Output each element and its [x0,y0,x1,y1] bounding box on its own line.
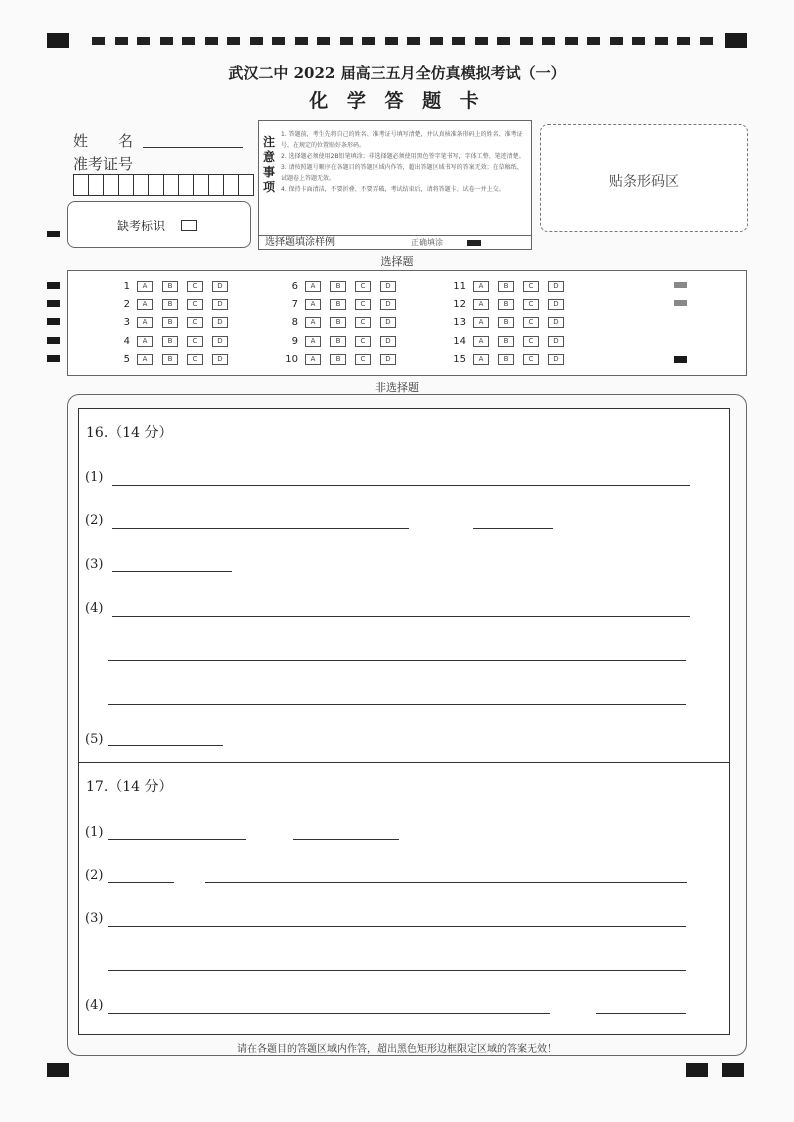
mcq-option-bubble[interactable]: A [305,299,321,310]
q16-part-3: (3) [85,557,104,572]
notice-item: 2. 选择题必须使用2B铅笔填涂；非选择题必须使用黑色签字笔书写，字体工整、笔迹清楚。 [281,153,525,160]
footer-warning: 请在各题目的答题区域内作答，超出黑色矩形边框限定区域的答案无效！ [237,1044,557,1055]
timing-dash [610,37,623,45]
mcq-question-number: 11 [453,281,466,292]
q16-answer-line[interactable] [112,616,690,617]
student-id-cell[interactable] [223,174,239,196]
student-id-cell[interactable] [178,174,194,196]
student-id-cell[interactable] [73,174,89,196]
timing-mark-top-right [725,33,747,48]
q16-answer-line[interactable] [473,528,553,529]
mcq-question-number: 8 [291,317,298,328]
mcq-option-bubble[interactable]: A [473,354,489,365]
timing-mark [47,318,60,325]
mcq-option-bubble[interactable]: B [498,281,514,292]
notice-item: 4. 保持卡面清洁，不要折叠、不要弄破，考试结束后，请将答题卡、试卷一并上交。 [281,186,505,193]
mcq-question-row [280,354,405,365]
corner-mark [674,356,687,363]
timing-mark-bottom-right [722,1063,744,1077]
mcq-option-bubble[interactable]: D [548,354,564,365]
mcq-question-number: 3 [123,317,130,328]
mcq-question-number: 7 [291,299,298,310]
mcq-question-row [448,354,573,365]
mcq-question-number: 5 [123,354,130,365]
timing-dash [407,37,420,45]
card-title: 化 学 答 题 卡 [309,90,485,112]
student-id-grid[interactable] [73,174,253,196]
mcq-option-bubble[interactable]: B [330,281,346,292]
timing-mark [47,355,60,362]
timing-dash [587,37,600,45]
notice-text [281,129,526,195]
q17-answer-line[interactable] [108,926,686,927]
mcq-question-row [112,354,237,365]
q16-answer-line[interactable] [112,571,232,572]
q17-answer-line[interactable] [108,970,686,971]
mcq-option-bubble[interactable]: C [523,299,539,310]
barcode-area [540,124,748,232]
mcq-option-bubble[interactable]: C [187,336,203,347]
mcq-option-bubble[interactable]: C [355,317,371,328]
student-id-cell[interactable] [193,174,209,196]
mcq-option-bubble[interactable]: B [162,354,178,365]
mcq-option-bubble[interactable]: B [330,354,346,365]
corner-mark [674,282,687,288]
mcq-option-bubble[interactable]: D [548,317,564,328]
absent-mark-box [67,201,251,248]
student-id-cell[interactable] [238,174,254,196]
timing-mark [47,282,60,289]
q16-part-4: (4) [85,601,104,616]
notice-box [258,120,532,250]
mcq-option-bubble[interactable]: D [212,299,228,310]
q16-answer-line[interactable] [108,745,223,746]
mcq-option-bubble[interactable]: A [137,336,153,347]
exam-title: 武汉二中 2022 届高三五月全仿真模拟考试（一） [228,64,566,82]
q16-answer-line[interactable] [108,704,686,705]
q17-part-1: (1) [85,825,104,840]
timing-dash [542,37,555,45]
q16-answer-line[interactable] [108,660,686,661]
student-id-cell[interactable] [133,174,149,196]
mcq-section-title: 选择题 [380,255,414,268]
timing-mark-bottom-left [47,1063,69,1077]
mcq-option-bubble[interactable]: A [305,336,321,347]
mcq-option-bubble[interactable]: B [162,317,178,328]
mcq-option-bubble[interactable]: D [380,281,396,292]
mcq-option-bubble[interactable]: C [523,354,539,365]
timing-mark [47,337,60,344]
timing-dash [497,37,510,45]
corner-mark [674,300,687,306]
mcq-question-number: 14 [453,336,466,347]
mcq-question-number: 12 [453,299,466,310]
mcq-option-bubble[interactable]: C [523,281,539,292]
q17-answer-line[interactable] [293,839,399,840]
mcq-option-bubble[interactable]: C [523,336,539,347]
mcq-option-bubble[interactable]: C [187,354,203,365]
mcq-option-bubble[interactable]: B [330,336,346,347]
name-field[interactable] [143,147,243,148]
mcq-option-bubble[interactable]: D [548,299,564,310]
timing-mark-left [47,231,60,237]
mcq-question-number: 15 [453,354,466,365]
q17-part-2: (2) [85,868,104,883]
q17-part-3: (3) [85,911,104,926]
q17-answer-line[interactable] [108,839,246,840]
mcq-option-bubble[interactable]: A [305,281,321,292]
correct-fill-label: 正确填涂 [411,238,443,247]
timing-dash [655,37,668,45]
mcq-option-bubble[interactable]: A [305,354,321,365]
student-id-cell[interactable] [118,174,134,196]
timing-dash [205,37,218,45]
mcq-option-bubble[interactable]: A [137,354,153,365]
mcq-question-row [112,299,237,310]
timing-mark-top-left [47,33,69,48]
mcq-question-row [448,299,573,310]
mcq-option-bubble[interactable]: A [473,336,489,347]
mcq-option-bubble[interactable]: B [162,336,178,347]
student-id-cell[interactable] [163,174,179,196]
timing-dash [160,37,173,45]
mcq-option-bubble[interactable]: B [330,317,346,328]
mcq-question-row [112,336,237,347]
q16-answer-line[interactable] [112,485,690,486]
mcq-option-bubble[interactable]: D [380,299,396,310]
mcq-question-row [448,281,573,292]
timing-dash [475,37,488,45]
mcq-option-bubble[interactable]: C [355,336,371,347]
timing-dash [272,37,285,45]
timing-dash [632,37,645,45]
q16-part-2: (2) [85,513,104,528]
q16-part-1: (1) [85,470,104,485]
timing-dash [227,37,240,45]
timing-mark [47,300,60,307]
timing-dash [295,37,308,45]
mcq-option-bubble[interactable]: D [380,317,396,328]
timing-dash [317,37,330,45]
student-id-cell[interactable] [103,174,119,196]
mcq-option-bubble[interactable]: D [212,336,228,347]
mcq-question-row [112,281,237,292]
q17-answer-line[interactable] [108,882,174,883]
mcq-question-row [280,336,405,347]
mcq-option-bubble[interactable]: C [187,299,203,310]
mcq-option-bubble[interactable]: B [330,299,346,310]
nonmcq-section-title: 非选择题 [375,381,419,394]
name-label: 姓 名 [73,132,134,150]
mcq-option-bubble[interactable]: C [355,299,371,310]
correct-fill-sample [467,240,481,246]
timing-dash [137,37,150,45]
mcq-option-bubble[interactable]: C [187,317,203,328]
mcq-question-number: 4 [123,336,130,347]
student-id-label: 准考证号 [73,155,134,173]
q16-part-5: (5) [85,732,104,747]
timing-dash [452,37,465,45]
mcq-option-bubble[interactable]: B [498,317,514,328]
mcq-option-bubble[interactable]: B [498,336,514,347]
mcq-answer-box [67,270,747,376]
fill-sample-label: 选择题填涂样例 [265,237,335,248]
mcq-question-row [280,299,405,310]
mcq-option-bubble[interactable]: D [212,281,228,292]
mcq-option-bubble[interactable]: D [548,281,564,292]
student-id-cell[interactable] [88,174,104,196]
q16-answer-line[interactable] [112,528,409,529]
mcq-option-bubble[interactable]: A [137,299,153,310]
barcode-label: 贴条形码区 [609,174,679,190]
absent-checkbox[interactable] [181,220,197,231]
timing-dash [520,37,533,45]
mcq-option-bubble[interactable]: C [355,354,371,365]
timing-dash [92,37,105,45]
mcq-question-row [112,317,237,328]
question-17-title: 17.（14 分） [86,779,173,795]
fill-sample-row [259,235,531,250]
timing-dash [565,37,578,45]
mcq-option-bubble[interactable]: D [212,317,228,328]
q17-answer-line[interactable] [596,1013,686,1014]
mcq-option-bubble[interactable]: C [523,317,539,328]
timing-dash [250,37,263,45]
timing-dash [677,37,690,45]
mcq-question-row [448,317,573,328]
timing-dash [362,37,375,45]
mcq-question-row [448,336,573,347]
mcq-option-bubble[interactable]: D [212,354,228,365]
q17-part-4: (4) [85,998,104,1013]
mcq-question-number: 6 [291,281,298,292]
timing-dash [182,37,195,45]
q17-answer-line[interactable] [108,1013,550,1014]
mcq-option-bubble[interactable]: A [473,317,489,328]
mcq-question-number: 10 [285,354,298,365]
mcq-option-bubble[interactable]: A [473,299,489,310]
mcq-question-number: 13 [453,317,466,328]
timing-dash [700,37,713,45]
mcq-option-bubble[interactable]: B [162,299,178,310]
mcq-option-bubble[interactable]: B [498,354,514,365]
timing-dash [115,37,128,45]
mcq-option-bubble[interactable]: D [548,336,564,347]
mcq-question-row [280,317,405,328]
mcq-option-bubble[interactable]: A [137,317,153,328]
mcq-option-bubble[interactable]: C [187,281,203,292]
timing-dash [340,37,353,45]
question-16-title: 16.（14 分） [86,425,173,441]
timing-mark-bottom-right [686,1063,708,1077]
timing-dash [430,37,443,45]
mcq-option-bubble[interactable]: A [305,317,321,328]
student-id-cell[interactable] [208,174,224,196]
mcq-option-bubble[interactable]: A [473,281,489,292]
mcq-question-number: 9 [291,336,298,347]
mcq-option-bubble[interactable]: C [355,281,371,292]
mcq-question-number: 1 [123,281,130,292]
mcq-question-row [280,281,405,292]
notice-heading: 注意事项 [263,135,276,194]
notice-item: 1. 答题前，考生先将自己的姓名、准考证号填写清楚，并认真核准条形码上的姓名、准考证号，在规定的位置贴好条形码。 [281,131,523,149]
mcq-option-bubble[interactable]: D [380,336,396,347]
question-17-box [78,762,730,1035]
mcq-option-bubble[interactable]: A [137,281,153,292]
question-16-box [78,408,730,764]
timing-dash [385,37,398,45]
mcq-option-bubble[interactable]: B [498,299,514,310]
absent-mark-label: 缺考标识 [117,219,166,233]
mcq-option-bubble[interactable]: B [162,281,178,292]
mcq-question-number: 2 [123,299,130,310]
student-id-cell[interactable] [148,174,164,196]
notice-item: 3. 请按照题号顺序在各题目的答题区域内作答，超出答题区域书写的答案无效；在草稿纸、试题卷上答题无效。 [281,164,523,182]
mcq-option-bubble[interactable]: D [380,354,396,365]
q17-answer-line[interactable] [205,882,687,883]
